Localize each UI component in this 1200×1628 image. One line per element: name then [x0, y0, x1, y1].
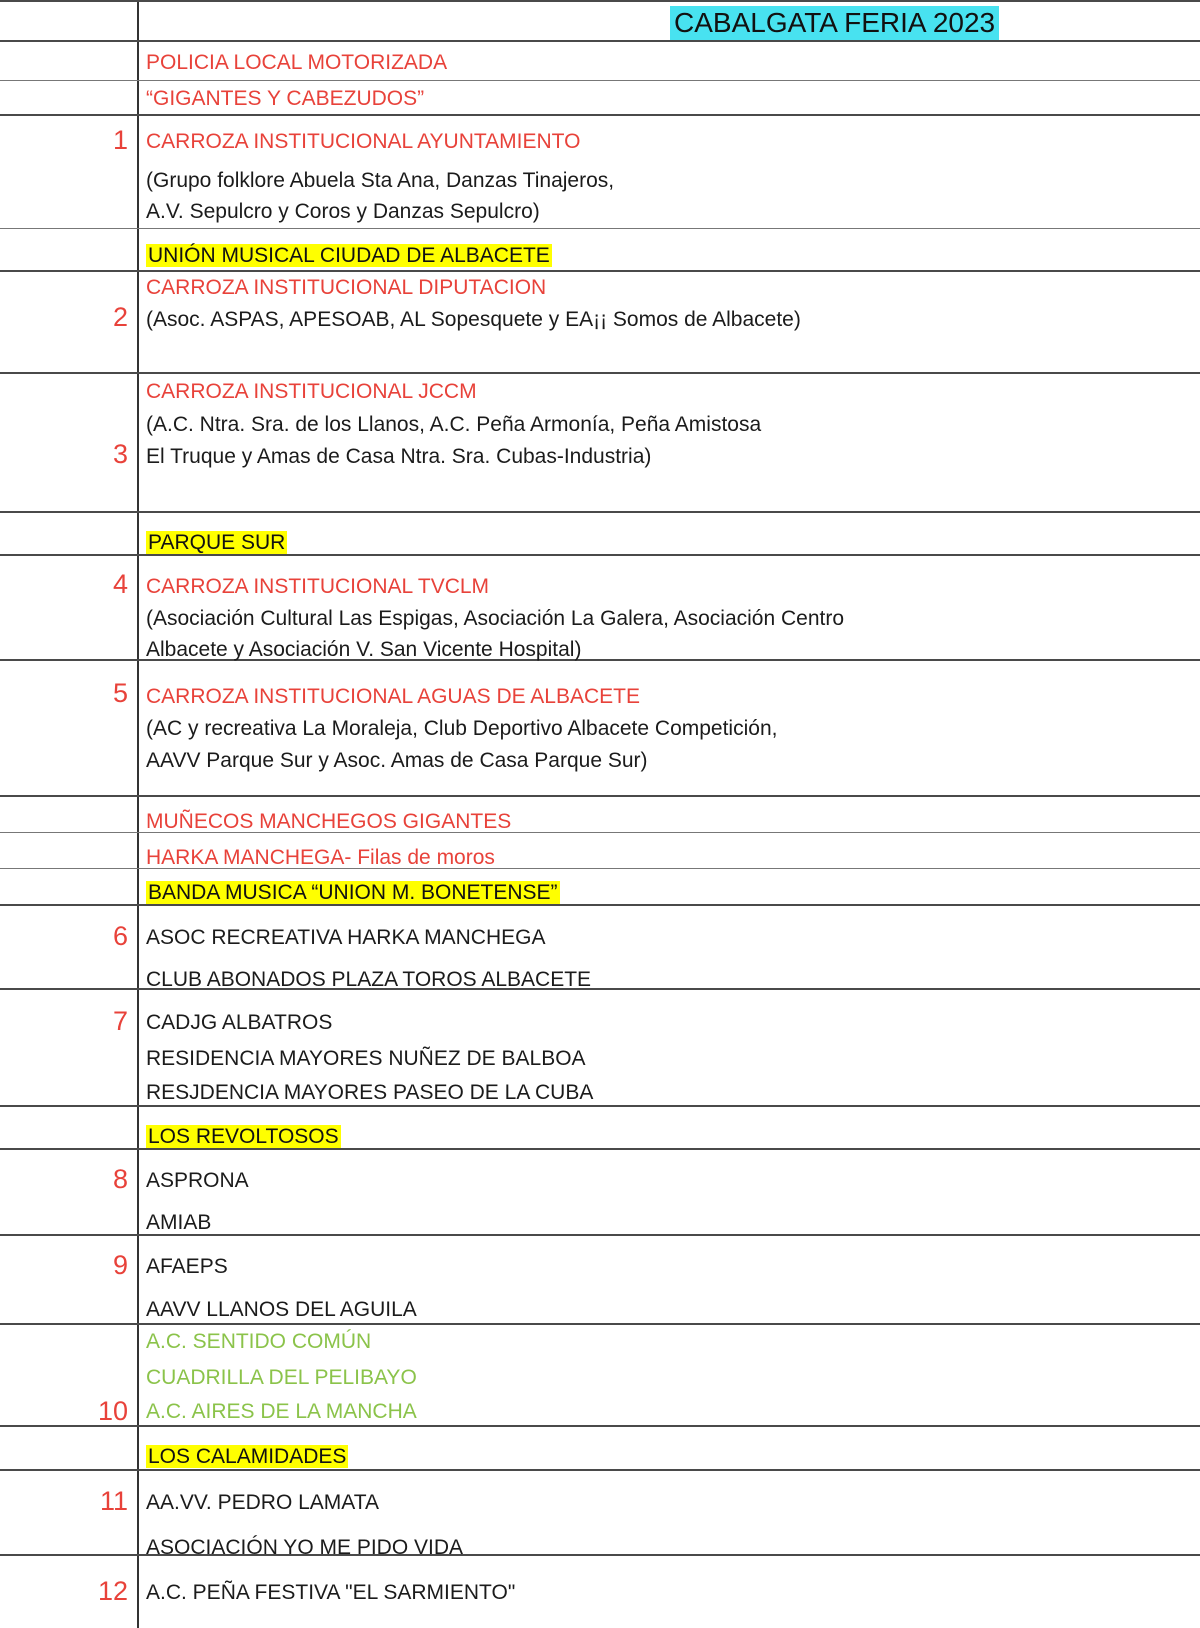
- list-item: RESIDENCIA MAYORES NUÑEZ DE BALBOA: [146, 1047, 586, 1070]
- highlighted-label: LOS CALAMIDADES: [148, 1445, 347, 1468]
- list-item: A.C. SENTIDO COMÚN: [146, 1330, 372, 1353]
- row-divider: [0, 1425, 1200, 1427]
- float-members: AAVV Parque Sur y Asoc. Amas de Casa Parque Sur): [146, 749, 648, 772]
- float-title: CARROZA INSTITUCIONAL AYUNTAMIENTO: [146, 130, 581, 153]
- float-number: 3: [112, 439, 128, 469]
- highlighted-label: UNIÓN MUSICAL CIUDAD DE ALBACETE: [148, 244, 550, 267]
- float-title: CARROZA INSTITUCIONAL AGUAS DE ALBACETE: [146, 685, 641, 708]
- float-title: CARROZA INSTITUCIONAL TVCLM: [146, 575, 490, 598]
- list-item: A.C. PEÑA FESTIVA "EL SARMIENTO": [146, 1581, 516, 1604]
- float-number: 9: [112, 1250, 128, 1280]
- list-item: MUÑECOS MANCHEGOS GIGANTES: [146, 810, 512, 833]
- highlighted-label: LOS REVOLTOSOS: [148, 1125, 339, 1148]
- row-divider: [0, 40, 1200, 42]
- float-number: 6: [112, 921, 128, 951]
- list-item: CUADRILLA DEL PELIBAYO: [146, 1366, 417, 1389]
- row-divider: [0, 372, 1200, 374]
- row-divider: [0, 795, 1200, 797]
- row-divider: [0, 270, 1200, 272]
- group-name: [146, 1444, 348, 1470]
- highlighted-label: BANDA MUSICA “UNION M. BONETENSE”: [148, 881, 558, 904]
- highlighted-label: PARQUE SUR: [148, 531, 286, 554]
- list-item: ASOCIACIÓN YO ME PIDO VIDA: [146, 1536, 464, 1559]
- float-members: Albacete y Asociación V. San Vicente Hospital): [146, 638, 582, 661]
- page-title: CABALGATA FERIA 2023: [670, 6, 999, 40]
- float-members: (A.C. Ntra. Sra. de los Llanos, A.C. Peña Armonía, Peña Amistosa: [146, 413, 762, 436]
- float-number: 11: [99, 1486, 128, 1516]
- list-item: AMIAB: [146, 1211, 212, 1234]
- band-name: [146, 880, 560, 906]
- row-divider: [0, 1323, 1200, 1325]
- float-members: (Asoc. ASPAS, APESOAB, AL Sopesquete y EA¡¡ Somos de Albacete): [146, 308, 801, 331]
- list-item: POLICIA LOCAL MOTORIZADA: [146, 51, 448, 74]
- float-members: (AC y recreativa La Moraleja, Club Deportivo Albacete Competición,: [146, 717, 778, 740]
- list-item: AAVV LLANOS DEL AGUILA: [146, 1298, 417, 1321]
- list-item: ASOC RECREATIVA HARKA MANCHEGA: [146, 926, 546, 949]
- row-divider: [0, 228, 1200, 229]
- list-item: AA.VV. PEDRO LAMATA: [146, 1491, 380, 1514]
- list-item: RESJDENCIA MAYORES PASEO DE LA CUBA: [146, 1081, 594, 1104]
- row-divider: [0, 0, 1200, 2]
- float-members: El Truque y Amas de Casa Ntra. Sra. Cubas-Industria): [146, 445, 652, 468]
- group-name: [146, 530, 287, 556]
- list-item: ASPRONA: [146, 1169, 249, 1192]
- list-item: HARKA MANCHEGA- Filas de moros: [146, 846, 495, 869]
- list-item: A.C. AIRES DE LA MANCHA: [146, 1400, 417, 1423]
- row-divider: [0, 114, 1200, 116]
- float-number: 8: [112, 1164, 128, 1194]
- float-members: (Asociación Cultural Las Espigas, Asociación La Galera, Asociación Centro: [146, 607, 845, 630]
- float-members: (Grupo folklore Abuela Sta Ana, Danzas Tinajeros,: [146, 169, 615, 192]
- float-number: 1: [112, 125, 128, 155]
- list-item: AFAEPS: [146, 1255, 228, 1278]
- list-item: CADJG ALBATROS: [146, 1011, 333, 1034]
- float-number: 10: [97, 1396, 128, 1426]
- list-item: CLUB ABONADOS PLAZA TOROS ALBACETE: [146, 968, 592, 991]
- float-title: CARROZA INSTITUCIONAL DIPUTACION: [146, 276, 547, 299]
- band-name: [146, 243, 552, 269]
- float-number: 4: [112, 569, 128, 599]
- float-number: 12: [97, 1576, 128, 1606]
- float-number: 2: [112, 302, 128, 332]
- float-members: A.V. Sepulcro y Coros y Danzas Sepulcro): [146, 200, 540, 223]
- float-title: CARROZA INSTITUCIONAL JCCM: [146, 380, 477, 403]
- group-name: [146, 1124, 341, 1150]
- float-number: 5: [112, 678, 128, 708]
- float-number: 7: [112, 1006, 128, 1036]
- column-divider: [137, 0, 139, 1628]
- row-divider: [0, 511, 1200, 513]
- list-item: “GIGANTES Y CABEZUDOS”: [146, 87, 425, 110]
- row-divider: [0, 80, 1200, 81]
